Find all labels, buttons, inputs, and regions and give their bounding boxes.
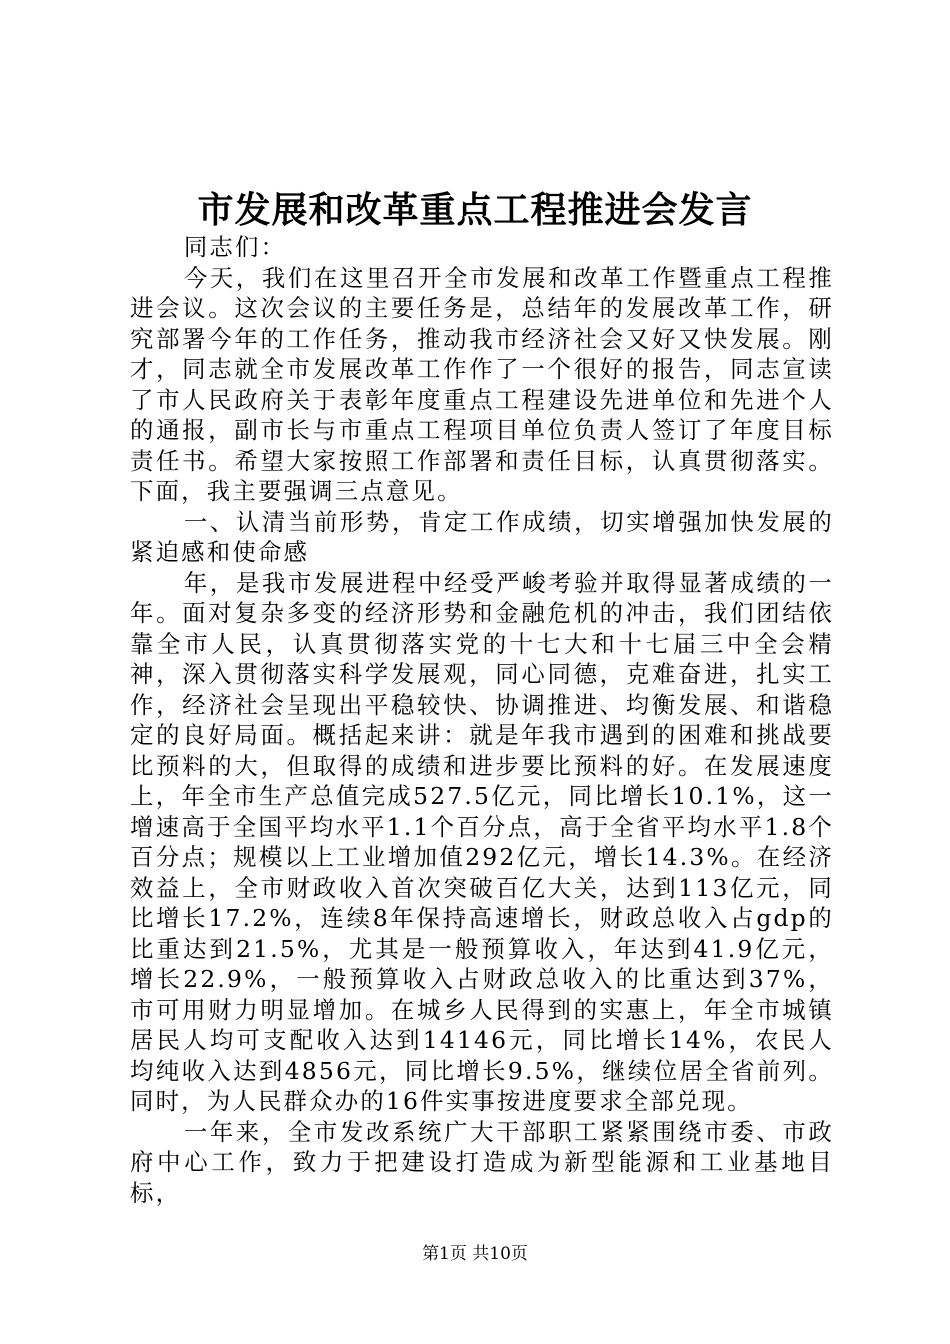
body-paragraph: 年，是我市发展进程中经受严峻考验并取得显著成绩的一年。面对复杂多变的经济形势和金融危机的冲击，我们团结依靠全市人民，认真贯彻落实党的十七大和十七届三中全会精神，深入贯彻落实科学发展观，同心同德，克难奋进，扎实工作，经济社会呈现出平稳较快、协调推进、均衡发展、和谐稳定的良好局面。概括起来讲：就是年我市遇到的困难和挑战要比预料的大，但取得的成绩和进步要比预料的好。在发展速度上，年全市生产总值完成527.5亿元，同比增长10.1%，这一增速高于全国平均水平1.1个百分点，高于全省平均水平1.8个百分点；规模以上工业增加值292亿元，增长14.3%。在经济效益上，全市财政收入首次突破百亿大关，达到113亿元，同比增长17.2%，连续8年保持高速增长，财政总收入占gdp的比重达到21.5%，尤其是一般预算收入，年达到41.9亿元，增长22.9%，一般预算收入占财政总收入的比重达到37%，市可用财力明显增加。在城乡人民得到的实惠上，年全市城镇居民人均可支配收入达到14146元，同比增长14%，农民人均纯收入达到4856元，同比增长9.5%，继续位居全省前列。同时，为人民群众办的16件实事按进度要求全部兑现。: [130, 568, 834, 1115]
document-title: 市发展和改革重点工程推进会发言: [197, 189, 753, 231]
document-body: [130, 232, 834, 1208]
section-heading: 一、认清当前形势，肯定工作成绩，切实增强加快发展的紧迫感和使命感: [130, 507, 834, 566]
page-footer: 第1页 共10页: [422, 1244, 528, 1264]
salutation-paragraph: 同志们：: [183, 233, 287, 261]
body-paragraph: 一年来，全市发改系统广大干部职工紧紧围绕市委、市政府中心工作，致力于把建设打造成为新型能源和工业基地目标，: [130, 1117, 834, 1207]
body-paragraph: 今天，我们在这里召开全市发展和改革工作暨重点工程推进会议。这次会议的主要任务是，总结年的发展改革工作，研究部署今年的工作任务，推动我市经济社会又好又快发展。刚才，同志就全市发展改革工作作了一个很好的报告，同志宣读了市人民政府关于表彰年度重点工程建设先进单位和先进个人的通报，副市长与市重点工程项目单位负责人签订了年度目标责任书。希望大家按照工作部署和责任目标，认真贯彻落实。下面，我主要强调三点意见。: [130, 263, 834, 505]
